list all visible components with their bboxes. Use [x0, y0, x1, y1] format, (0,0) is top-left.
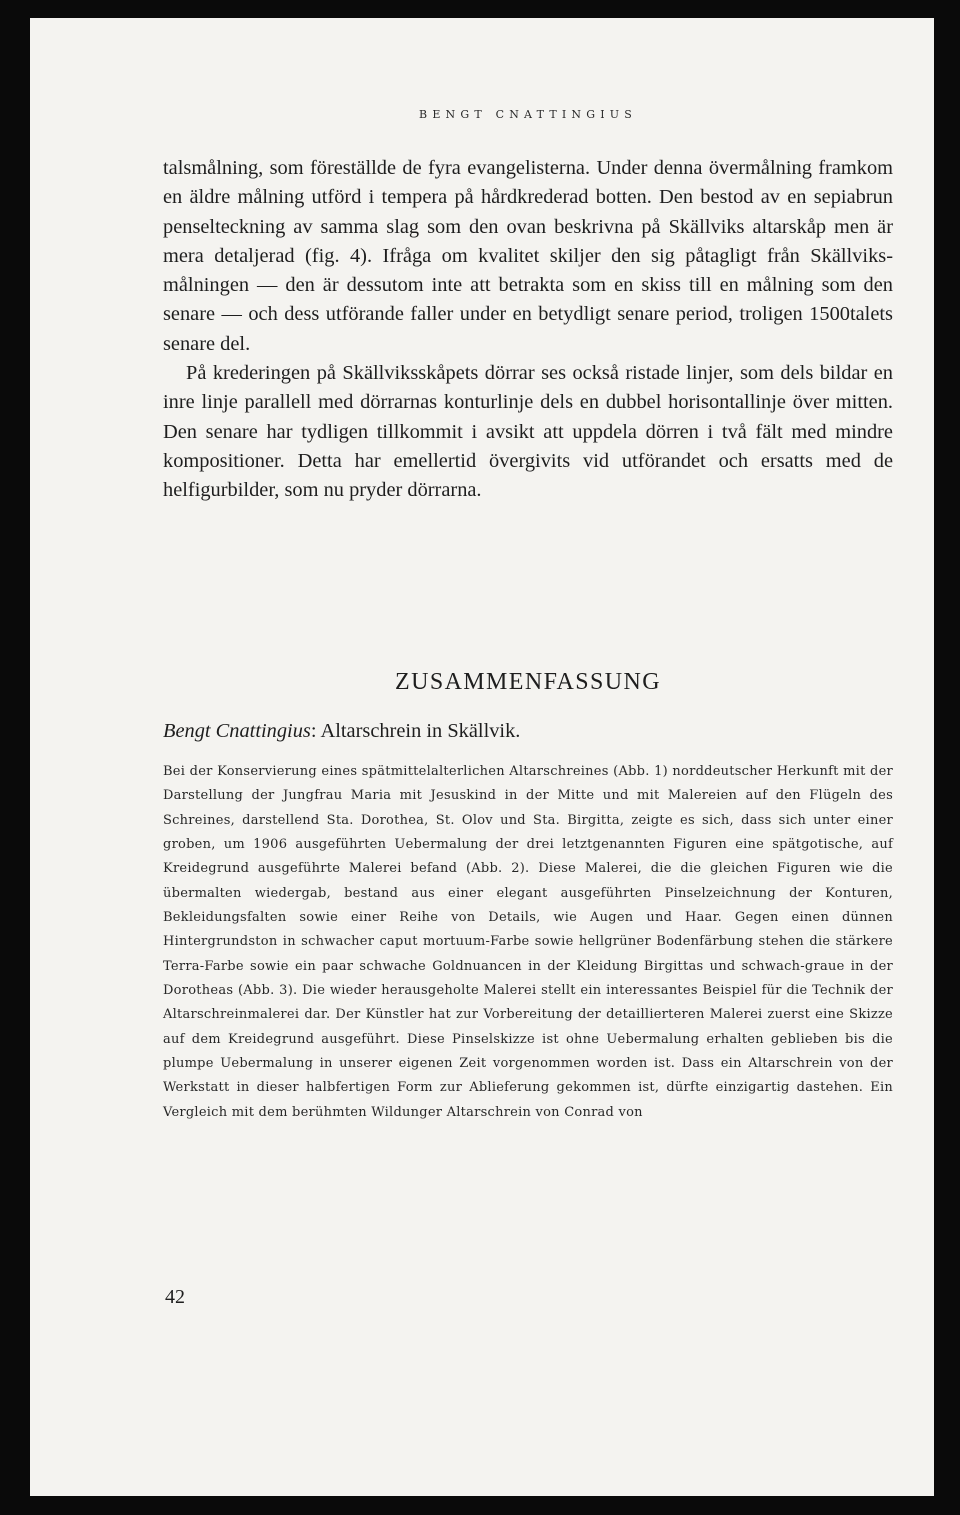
byline-author: Bengt Cnattingius	[163, 720, 311, 742]
paragraph: Bei der Konservierung eines spätmittelalterlichen Altarschreines (Abb. 1) norddeutscher Herkunft mit der Darstellung der Jungfrau Maria mit Jesuskind in der Mitte und mit Malereien auf den Flügeln des Schreines, darstellend Sta. Dorothea, St. Olov und Sta. Birgitta, zeigte es sich, dass sich unter einer groben, um 1906 ausgeführten Uebermalung der drei letztgenannten Figuren eine spätgotische, auf Kreidegrund ausgeführte Malerei befand (Abb. 2). Diese Malerei, die die gleichen Figuren wie die übermalten wiedergab, bestand aus einer elegant ausgeführten Pinselzeichnung der Konturen, Bekleidungsfalten sowie einer Reihe von Details, wie Augen und Haar. Gegen einen dünnen Hintergrundston in schwacher caput mortuum-Farbe sowie hellgrüner Bodenfärbung stehen die stärkere Terra-Farbe sowie ein paar schwache Goldnuancen in der Kleidung Birgittas und schwach-graue in der Dorotheas (Abb. 3). Die wieder herausgeholte Malerei stellt ein interessantes Beispiel für die Technik der Altarschreinmalerei dar. Der Künstler hat zur Vorbereitung der detaillierteren Malerei zuerst eine Skizze auf dem Kreidegrund ausgeführt. Diese Pinselskizze ist ohne Uebermalung erhalten geblieben bis die plumpe Uebermalung in unserer eigenen Zeit vorgenommen worden ist. Dass ein Altarschrein von der Werkstatt in dieser halbfertigen Form zur Ablieferung gekommen ist, dürfte einzigartig dastehen. Ein Vergleich mit dem berühmten Wildunger Altarschrein von Conrad von	[163, 764, 893, 1120]
page-number: 42	[165, 1286, 185, 1308]
german-summary	[163, 760, 893, 1125]
byline-separator: :	[310, 720, 321, 742]
paragraph: På krederingen på Skällviksskåpets dörrar ses också ristade linjer, som dels bildar en inre linje parallell med dörrarnas konturlinje dels en dubbel horisontallinje över mitten. Den senare har tydligen tillkommit i avsikt att uppdela dörren i två fält med mindre kompositioner. Detta har emellertid övergivits vid utförandet och ersatts med de helfigurbilder, som nu pryder dörrarna.	[163, 362, 893, 502]
summary-heading: ZUSAMMENFASSUNG	[395, 669, 661, 695]
swedish-body	[163, 154, 893, 506]
byline-title: Altarschrein in Skällvik.	[320, 720, 521, 742]
book-page	[30, 18, 934, 1496]
summary-byline	[163, 720, 893, 743]
running-head: BENGT CNATTINGIUS	[419, 108, 637, 121]
paragraph: talsmålning, som föreställde de fyra evangelisterna. Under denna övermålning framkom en äldre målning utförd i tempera på hårdkrederad botten. Den bestod av en sepiabrun penselteckning av samma slag som den ovan beskrivna på Skällviks altarskåp men är mera detaljerad (fig. 4). Ifråga om kvalitet skiljer den sig påtagligt från Skällviks-målningen — den är dessutom inte att betrakta som en skiss till en målning som den senare — och dess utförande faller under en betydligt senare period, troligen 1500talets senare del.	[163, 157, 893, 355]
